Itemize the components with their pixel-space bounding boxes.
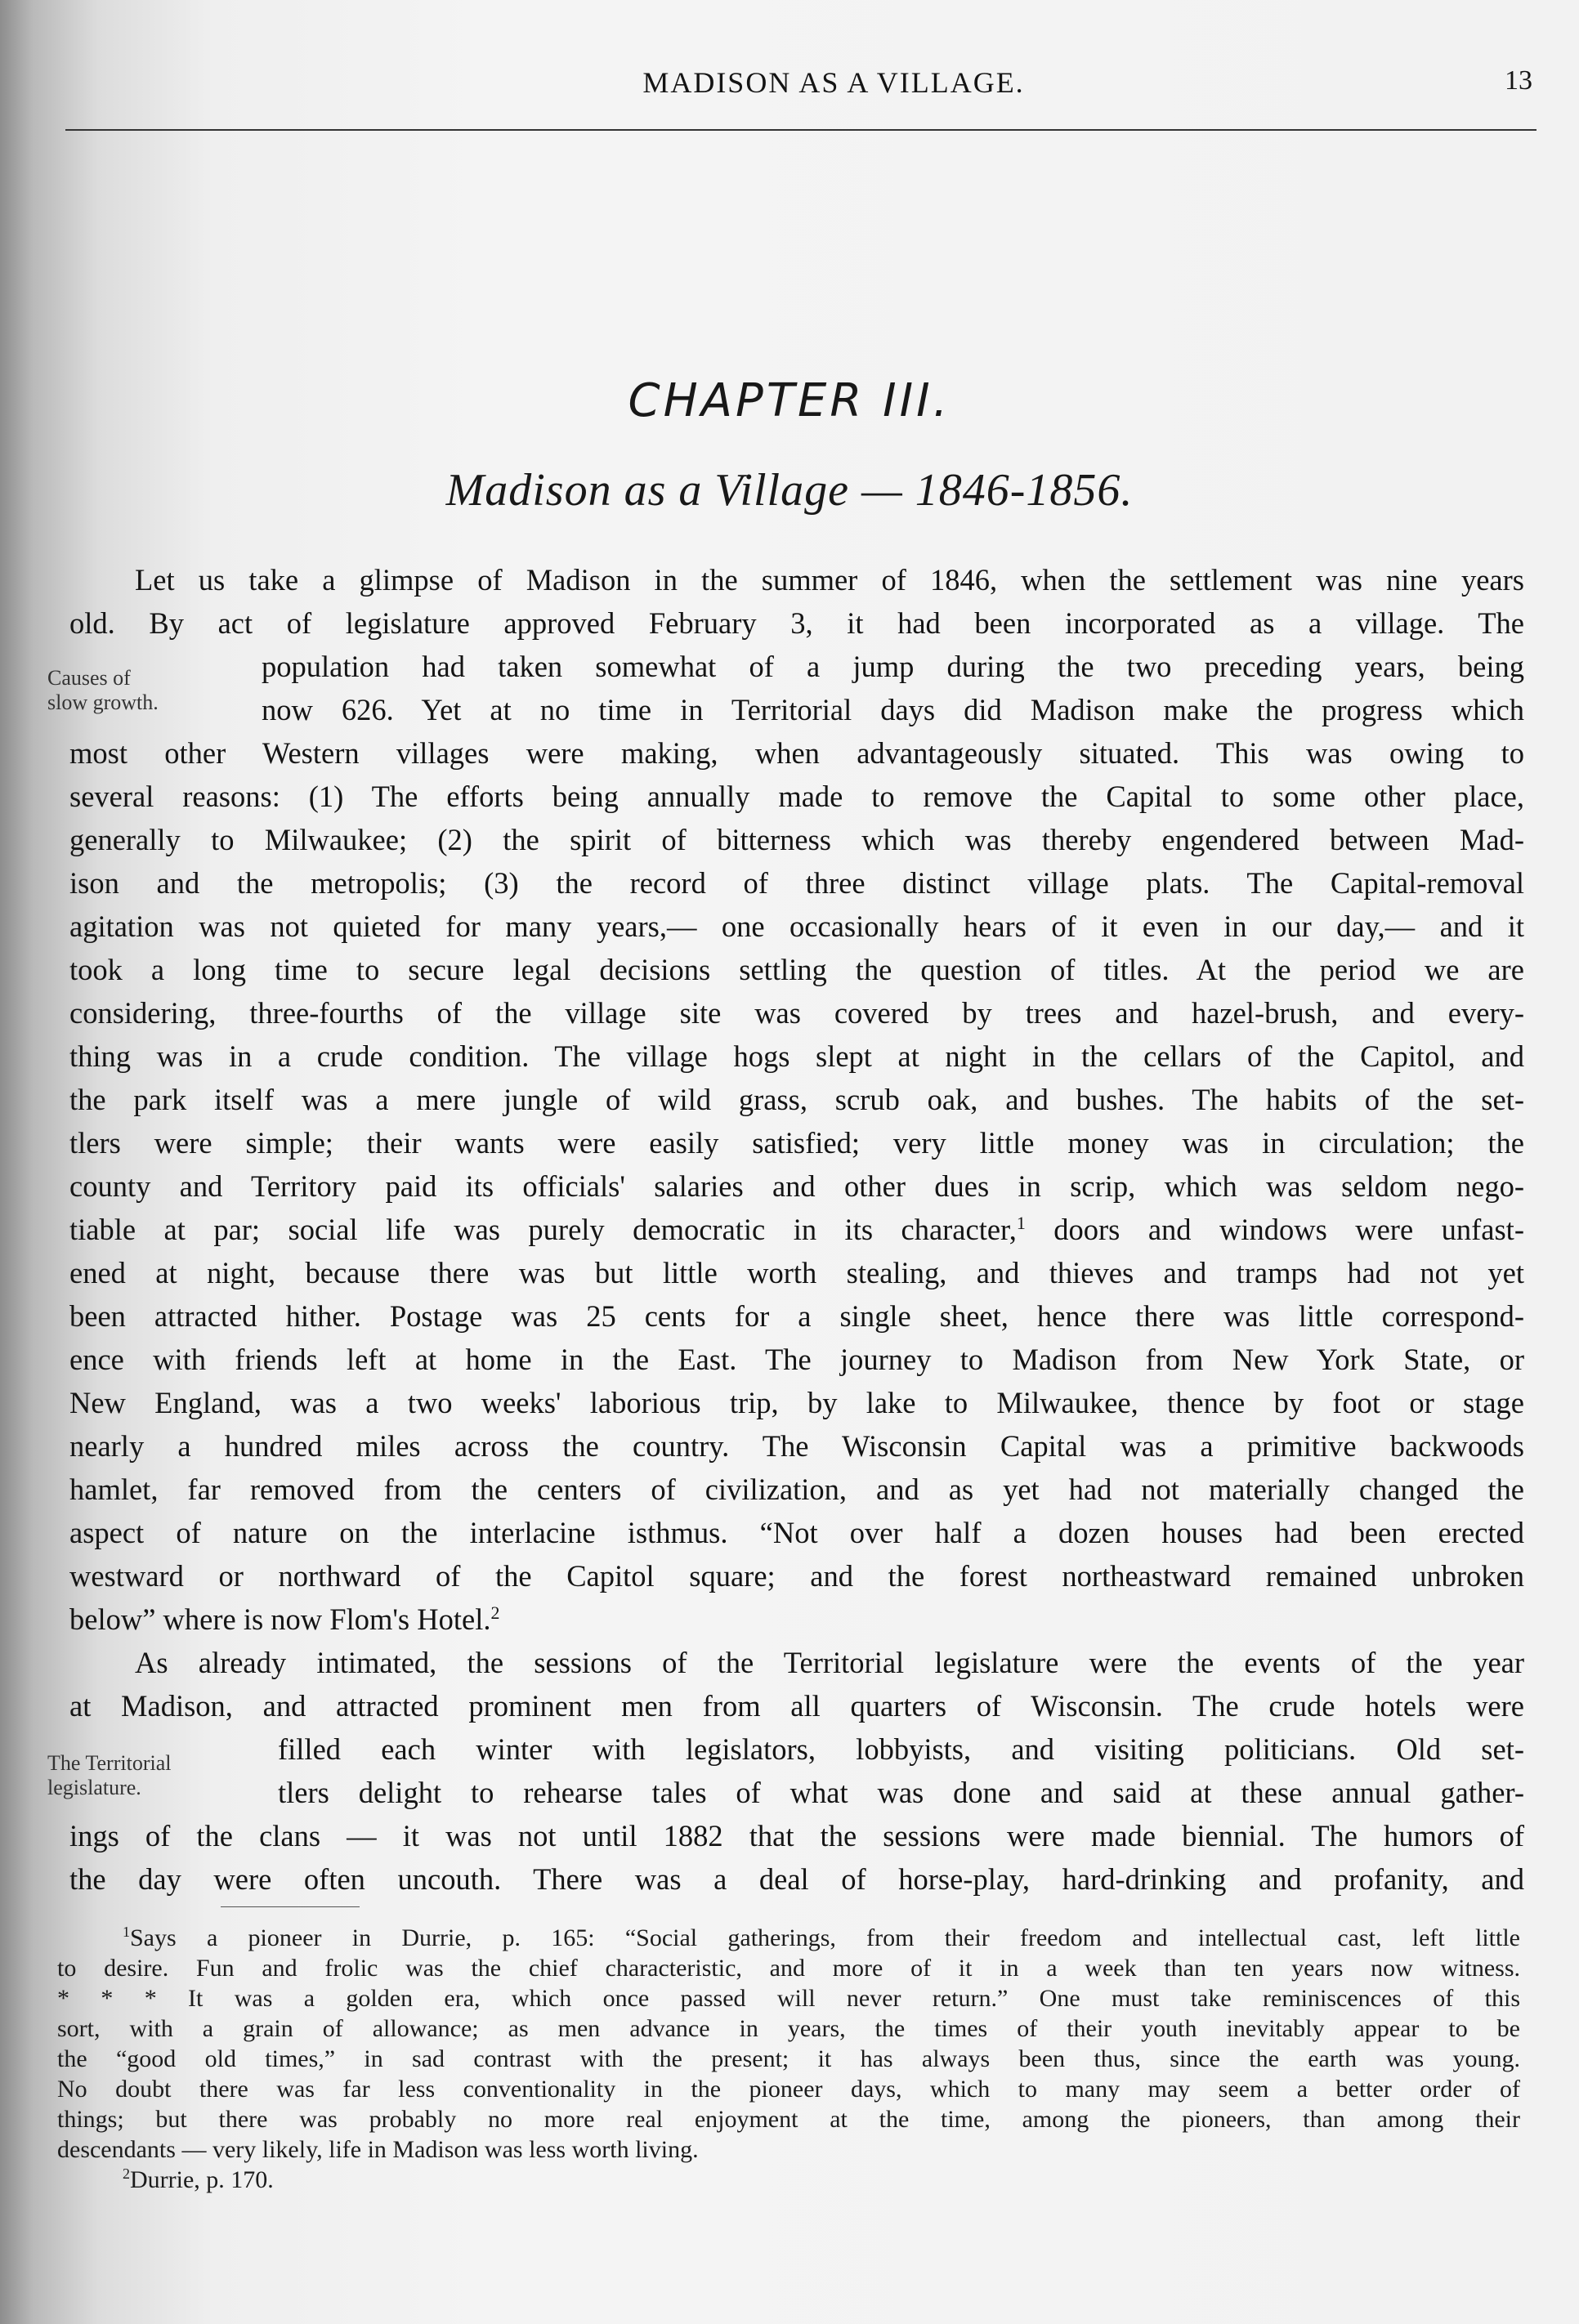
page-number: 13: [1505, 65, 1532, 96]
footnote-1-line: things; but there was probably no more real enjoyment at the time, among the pioneers, than among their: [57, 2106, 1520, 2133]
footnote-1-line: descendants — very likely, life in Madison was less worth living.: [57, 2136, 699, 2163]
paragraph-line: at Madison, and attracted prominent men from all quarters of Wisconsin. The crude hotels were: [69, 1689, 1524, 1723]
line-text: tiable at par; social life was purely democratic in its character,: [69, 1213, 1017, 1246]
line-text: below” where is now Flom's Hotel.: [69, 1602, 491, 1636]
paragraph-line: ison and the metropolis; (3) the record of three distinct village plats. The Capital-removal: [69, 866, 1524, 900]
paragraph-line: the day were often uncouth. There was a deal of horse-play, hard-drinking and profanity, and: [69, 1862, 1524, 1896]
footnote-1-line: sort, with a grain of allowance; as men advance in years, the times of their youth inevitably appear to be: [57, 2015, 1520, 2042]
paragraph-line: New England, was a two weeks' laborious trip, by lake to Milwaukee, thence by foot or stage: [69, 1386, 1524, 1419]
chapter-number: CHAPTER III.: [628, 374, 951, 427]
paragraph-line: thing was in a crude condition. The village hogs slept at night in the cellars of the Capitol, and: [69, 1039, 1524, 1073]
paragraph-line: As already intimated, the sessions of the Territorial legislature were the events of the year: [135, 1646, 1524, 1679]
paragraph-line: generally to Milwaukee; (2) the spirit of bitterness which was thereby engendered between Mad-: [69, 823, 1524, 856]
paragraph-line: took a long time to secure legal decisions settling the question of titles. At the period we are: [69, 953, 1524, 986]
footnote-2-line: $^2$Durrie, p. 170.: [123, 2165, 274, 2193]
footnote-1-line: the “good old times,” in sad contrast with the present; it has always been thus, since the earth was young.: [57, 2045, 1520, 2072]
paragraph-line: most other Western villages were making, when advantageously situated. This was owing to: [69, 736, 1524, 770]
running-head: MADISON AS A VILLAGE.: [642, 66, 1025, 99]
paragraph-line: aspect of nature on the interlacine isthmus. “Not over half a dozen houses had been erected: [69, 1516, 1524, 1549]
paragraph-line: filled each winter with legislators, lobbyists, and visiting politicians. Old set-: [278, 1732, 1524, 1766]
paragraph-line: tlers were simple; their wants were easily satisfied; very little money was in circulation; the: [69, 1126, 1524, 1160]
footnote-1-line: No doubt there was far less conventionality in the pioneer days, which to many may seem a better order of: [57, 2076, 1520, 2103]
footnote-ref-2[interactable]: 2: [490, 1602, 500, 1623]
paragraph-line: county and Territory paid its officials' salaries and other dues in scrip, which was seldom nego-: [69, 1169, 1524, 1203]
footnote-1-line: * * * It was a golden era, which once passed will never return.” One must take reminiscences of this: [57, 1985, 1520, 2012]
footnote-ref-1[interactable]: 1: [1016, 1212, 1026, 1233]
footnote-mark-1: 1: [123, 1924, 130, 1940]
footnote-rule: [221, 1906, 360, 1907]
paragraph-line: nearly a hundred miles across the country. The Wisconsin Capital was a primitive backwoods: [69, 1429, 1524, 1463]
paragraph-line: agitation was not quieted for many years,— one occasionally hears of it even in our day,— and it: [69, 909, 1524, 943]
body-text: [69, 558, 1524, 1901]
footnote-1-line: $^1$Says a pioneer in Durrie, p. 165: “Social gatherings, from their freedom and intellectual cast, left little: [123, 1924, 1520, 1951]
sidenote-causes: Causes of slow growth.: [47, 666, 159, 714]
paragraph-line: [69, 1598, 1524, 1641]
header-rule: [65, 129, 1537, 131]
paragraph-line: now 626. Yet at no time in Territorial days did Madison make the progress which: [262, 693, 1524, 726]
paragraph-line: considering, three-fourths of the village site was covered by trees and hazel-brush, and every-: [69, 996, 1524, 1030]
paragraph-line: the park itself was a mere jungle of wild grass, scrub oak, and bushes. The habits of the set-: [69, 1083, 1524, 1116]
paragraph-line: been attracted hither. Postage was 25 cents for a single sheet, hence there was little correspond-: [69, 1299, 1524, 1333]
footnote-1-line: to desire. Fun and frolic was the chief characteristic, and more of it in a week than ten years now witness.: [57, 1955, 1520, 1982]
paragraph-line: hamlet, far removed from the centers of civilization, and as yet had not materially changed the: [69, 1473, 1524, 1506]
paragraph-line: ened at night, because there was but little worth stealing, and thieves and tramps had not yet: [69, 1256, 1524, 1289]
paragraph-line: ence with friends left at home in the East. The journey to Madison from New York State, or: [69, 1343, 1524, 1376]
paragraph-line: tlers delight to rehearse tales of what was done and said at these annual gather-: [278, 1776, 1524, 1809]
page-header: [135, 65, 1532, 114]
line-text: doors and windows were unfast-: [1025, 1213, 1524, 1246]
footnotes: [57, 1923, 1520, 2195]
paragraph-line: westward or northward of the Capitol square; and the forest northeastward remained unbroken: [69, 1559, 1524, 1593]
chapter-title: Madison as a Village — 1846-1856.: [445, 465, 1134, 516]
paragraph-line: several reasons: (1) The efforts being annually made to remove the Capital to some other place,: [69, 780, 1524, 813]
paragraph-line: population had taken somewhat of a jump during the two preceding years, being: [262, 650, 1524, 683]
paragraph-line: [69, 1208, 1524, 1251]
sidenote-legislature: The Territorial legislature.: [47, 1751, 172, 1799]
paragraph-line: old. By act of legislature approved February 3, it had been incorporated as a village. The: [69, 606, 1524, 640]
footnote-mark-2: 2: [123, 2165, 130, 2182]
paragraph-line: Let us take a glimpse of Madison in the summer of 1846, when the settlement was nine years: [135, 563, 1524, 597]
paragraph-line: ings of the clans — it was not until 1882 that the sessions were made biennial. The humors of: [69, 1819, 1524, 1852]
